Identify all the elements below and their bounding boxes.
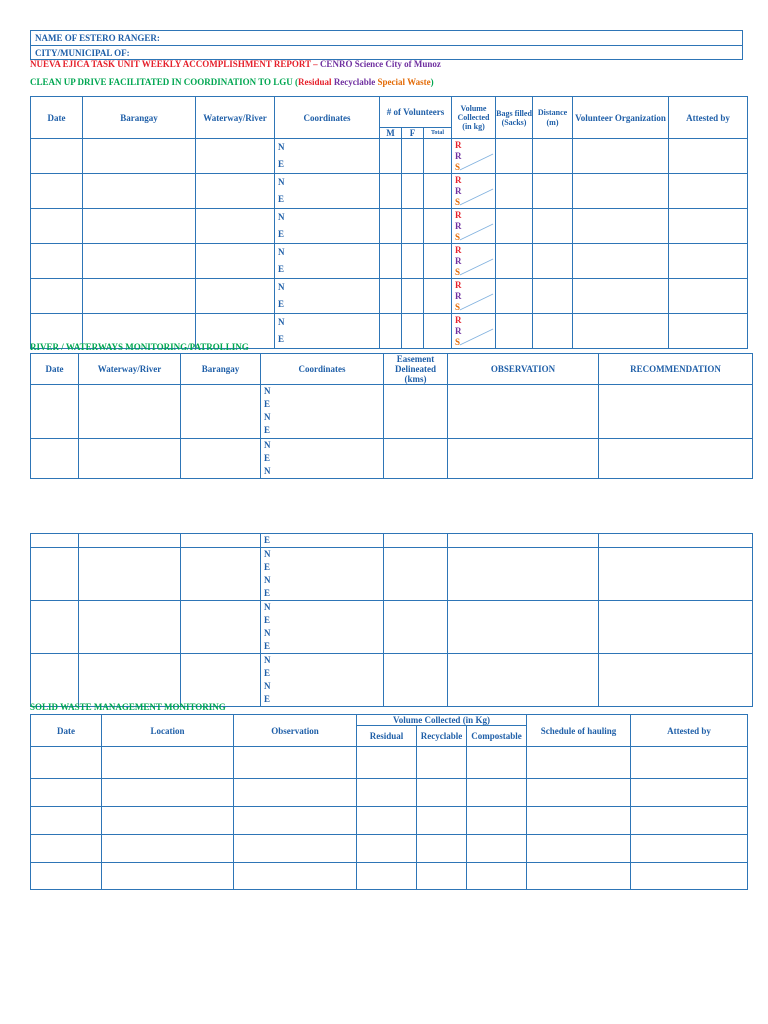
solid-title: SOLID WASTE MANAGEMENT MONITORING [30, 702, 226, 712]
residual-cell[interactable] [357, 863, 417, 890]
compostable-cell[interactable] [467, 807, 527, 835]
date-cell[interactable] [31, 807, 102, 835]
solid-col-date: Date [31, 715, 102, 747]
easement-cell[interactable] [384, 385, 448, 439]
location-cell[interactable] [102, 807, 234, 835]
coordinates-cell[interactable] [261, 654, 384, 707]
date-cell[interactable] [31, 601, 79, 654]
easement-cell[interactable] [384, 439, 448, 479]
attested-cell[interactable] [631, 807, 748, 835]
location-cell[interactable] [102, 779, 234, 807]
observation-cell[interactable] [234, 779, 357, 807]
coordinate-label: E [264, 562, 271, 572]
recommendation-cell[interactable] [599, 654, 753, 707]
date-cell[interactable] [31, 548, 79, 601]
river-title: RIVER / WATERWAYS MONITORING/PATROLLING [30, 342, 249, 352]
organization-cell[interactable] [573, 209, 669, 244]
special-waste-label: S [455, 336, 461, 347]
recyclable-label: R [455, 255, 462, 266]
observation-cell[interactable] [234, 747, 357, 779]
cleanup-row [31, 279, 748, 314]
special-waste-label: S [455, 301, 461, 312]
barangay-cell[interactable] [83, 244, 196, 279]
residual-label: R [455, 244, 462, 255]
date-cell[interactable] [31, 139, 83, 174]
waterway-cell[interactable] [79, 654, 181, 707]
total-cell[interactable] [424, 139, 452, 174]
barangay-cell[interactable] [181, 601, 261, 654]
observation-cell[interactable] [448, 654, 599, 707]
distance-cell[interactable] [533, 209, 573, 244]
date-cell[interactable] [31, 439, 79, 479]
col-bags: Bags filled (Sacks) [496, 97, 533, 139]
attested-cell[interactable] [631, 835, 748, 863]
waterway-cell[interactable] [196, 279, 275, 314]
col-attested: Attested by [669, 97, 748, 139]
report-title: NUEVA EJICA TASK UNIT WEEKLY ACCOMPLISHMENT REPORT – CENRO Science City of Munoz [30, 59, 441, 69]
coordinate-label: E [278, 159, 285, 169]
coordinate-label: N [278, 317, 285, 327]
barangay-cell[interactable] [83, 279, 196, 314]
river-row [31, 439, 753, 479]
volume-cell[interactable] [452, 279, 496, 314]
ranger-name-field[interactable]: NAME OF ESTERO RANGER: [31, 31, 743, 46]
barangay-cell[interactable] [181, 654, 261, 707]
coordinate-label: N [264, 412, 271, 422]
coordinate-label: E [264, 535, 271, 545]
attested-cell[interactable] [669, 139, 748, 174]
waterway-cell[interactable] [196, 174, 275, 209]
waterway-cell[interactable] [79, 601, 181, 654]
coordinate-label: E [278, 299, 285, 309]
attested-cell[interactable] [669, 209, 748, 244]
male-cell[interactable] [380, 174, 402, 209]
solid-waste-row [31, 863, 748, 890]
observation-cell[interactable] [234, 863, 357, 890]
coordinate-label: E [278, 194, 285, 204]
solid-waste-row [31, 747, 748, 779]
col-volunteers: # of Volunteers [380, 97, 452, 128]
coordinates-cell[interactable] [261, 385, 384, 439]
male-cell[interactable] [380, 139, 402, 174]
attested-cell[interactable] [631, 747, 748, 779]
cleanup-row [31, 139, 748, 174]
compostable-cell[interactable] [467, 779, 527, 807]
coordinate-label: N [264, 386, 271, 396]
divider-line [460, 224, 493, 240]
solid-waste-row [31, 807, 748, 835]
male-cell[interactable] [380, 244, 402, 279]
solid-col-residual: Residual [357, 726, 417, 747]
diagonal-divider [452, 244, 495, 278]
diagonal-divider [452, 314, 495, 348]
organization-cell[interactable] [573, 244, 669, 279]
bags-cell[interactable] [496, 174, 533, 209]
divider-line [460, 259, 493, 275]
coordinate-label: N [264, 681, 271, 691]
recommendation-cell[interactable] [599, 439, 753, 479]
organization-cell[interactable] [573, 314, 669, 349]
distance-cell[interactable] [533, 279, 573, 314]
total-cell[interactable] [424, 174, 452, 209]
barangay-cell[interactable] [181, 439, 261, 479]
residual-cell[interactable] [357, 779, 417, 807]
easement-cell[interactable] [384, 548, 448, 601]
residual-cell[interactable] [357, 835, 417, 863]
solid-col-location: Location [102, 715, 234, 747]
date-cell[interactable] [31, 385, 79, 439]
solid-col-recyclable: Recyclable [417, 726, 467, 747]
coordinate-label: E [264, 615, 271, 625]
cleanup-table [30, 96, 748, 349]
location-cell[interactable] [102, 863, 234, 890]
observation-cell[interactable] [448, 439, 599, 479]
waterway-cell[interactable] [196, 139, 275, 174]
river-col-waterway: Waterway/River [79, 354, 181, 385]
schedule-cell[interactable] [527, 835, 631, 863]
bags-cell[interactable] [496, 139, 533, 174]
river-row [31, 385, 753, 439]
coordinate-label: N [278, 212, 285, 222]
divider-line [460, 154, 493, 170]
recommendation-cell[interactable] [599, 534, 753, 548]
recyclable-label: R [455, 325, 462, 336]
female-cell[interactable] [402, 244, 424, 279]
volume-cell[interactable] [452, 209, 496, 244]
date-cell[interactable] [31, 863, 102, 890]
solid-waste-row [31, 779, 748, 807]
river-row [31, 601, 753, 654]
barangay-cell[interactable] [181, 534, 261, 548]
female-cell[interactable] [402, 139, 424, 174]
coordinate-label: E [264, 641, 271, 651]
female-cell[interactable] [402, 209, 424, 244]
waterway-cell[interactable] [196, 209, 275, 244]
river-col-observation: OBSERVATION [448, 354, 599, 385]
coordinates-cell[interactable] [261, 601, 384, 654]
residual-label: R [455, 209, 462, 220]
observation-cell[interactable] [448, 385, 599, 439]
total-cell[interactable] [424, 209, 452, 244]
coordinate-label: E [264, 399, 271, 409]
bags-cell[interactable] [496, 244, 533, 279]
location-cell[interactable] [102, 835, 234, 863]
coordinate-label: E [264, 588, 271, 598]
observation-cell[interactable] [234, 835, 357, 863]
date-cell[interactable] [31, 534, 79, 548]
residual-label: R [455, 174, 462, 185]
header-box [30, 30, 743, 60]
coordinates-cell[interactable] [275, 244, 380, 279]
recyclable-cell[interactable] [417, 835, 467, 863]
distance-cell[interactable] [533, 139, 573, 174]
recyclable-cell[interactable] [417, 779, 467, 807]
col-barangay: Barangay [83, 97, 196, 139]
attested-cell[interactable] [669, 244, 748, 279]
compostable-cell[interactable] [467, 863, 527, 890]
cleanup-row [31, 174, 748, 209]
bags-cell[interactable] [496, 314, 533, 349]
special-waste-label: S [455, 266, 461, 277]
schedule-cell[interactable] [527, 863, 631, 890]
barangay-cell[interactable] [181, 548, 261, 601]
volume-cell[interactable] [452, 139, 496, 174]
coordinate-label: N [264, 628, 271, 638]
col-coordinates: Coordinates [275, 97, 380, 139]
coordinate-label: N [278, 247, 285, 257]
divider-line [460, 294, 493, 310]
recommendation-cell[interactable] [599, 601, 753, 654]
male-cell[interactable] [380, 314, 402, 349]
col-waterway: Waterway/River [196, 97, 275, 139]
col-volume: Volume Collected (in kg) [452, 97, 496, 139]
total-cell[interactable] [424, 314, 452, 349]
date-cell[interactable] [31, 279, 83, 314]
barangay-cell[interactable] [83, 209, 196, 244]
diagonal-divider [452, 139, 495, 173]
date-cell[interactable] [31, 209, 83, 244]
organization-cell[interactable] [573, 139, 669, 174]
river-row [31, 654, 753, 707]
coordinate-label: N [264, 655, 271, 665]
date-cell[interactable] [31, 835, 102, 863]
recyclable-cell[interactable] [417, 807, 467, 835]
recyclable-label: R [455, 290, 462, 301]
coordinates-cell[interactable] [261, 439, 384, 479]
col-date: Date [31, 97, 83, 139]
col-male: M [380, 128, 402, 139]
col-female: F [402, 128, 424, 139]
volume-cell[interactable] [452, 314, 496, 349]
divider-line [460, 189, 493, 205]
observation-cell[interactable] [448, 534, 599, 548]
attested-cell[interactable] [669, 314, 748, 349]
attested-cell[interactable] [669, 174, 748, 209]
river-col-recommendation: RECOMMENDATION [599, 354, 753, 385]
recyclable-label: R [455, 220, 462, 231]
location-cell[interactable] [102, 747, 234, 779]
volume-cell[interactable] [452, 244, 496, 279]
date-cell[interactable] [31, 654, 79, 707]
coordinate-label: N [264, 466, 271, 476]
river-col-easement: Easement Delineated (kms) [384, 354, 448, 385]
coordinate-label: N [264, 602, 271, 612]
organization-cell[interactable] [573, 279, 669, 314]
attested-cell[interactable] [631, 863, 748, 890]
recyclable-cell[interactable] [417, 863, 467, 890]
bags-cell[interactable] [496, 209, 533, 244]
solid-col-attested: Attested by [631, 715, 748, 747]
solid-col-compostable: Compostable [467, 726, 527, 747]
divider-line [460, 329, 493, 345]
recommendation-cell[interactable] [599, 548, 753, 601]
schedule-cell[interactable] [527, 747, 631, 779]
coordinate-label: E [278, 334, 285, 344]
coordinate-label: E [264, 425, 271, 435]
coordinate-label: E [264, 694, 271, 704]
residual-label: R [455, 314, 462, 325]
river-col-barangay: Barangay [181, 354, 261, 385]
bags-cell[interactable] [496, 279, 533, 314]
special-waste-label: S [455, 161, 461, 172]
distance-cell[interactable] [533, 314, 573, 349]
solid-waste-table [30, 714, 748, 890]
city-field[interactable]: CITY/MUNICIPAL OF: [31, 46, 743, 60]
recyclable-label: R [455, 150, 462, 161]
total-cell[interactable] [424, 244, 452, 279]
recyclable-cell[interactable] [417, 747, 467, 779]
solid-col-schedule: Schedule of hauling [527, 715, 631, 747]
female-cell[interactable] [402, 314, 424, 349]
river-row [31, 548, 753, 601]
attested-cell[interactable] [669, 279, 748, 314]
coordinates-cell[interactable] [261, 548, 384, 601]
residual-cell[interactable] [357, 807, 417, 835]
schedule-cell[interactable] [527, 779, 631, 807]
barangay-cell[interactable] [83, 174, 196, 209]
coordinate-label: N [278, 142, 285, 152]
special-waste-label: S [455, 196, 461, 207]
residual-label: R [455, 279, 462, 290]
date-cell[interactable] [31, 244, 83, 279]
diagonal-divider [452, 209, 495, 243]
solid-col-observation: Observation [234, 715, 357, 747]
coordinates-cell[interactable] [275, 139, 380, 174]
cleanup-row [31, 209, 748, 244]
date-cell[interactable] [31, 174, 83, 209]
date-cell[interactable] [31, 779, 102, 807]
waterway-cell[interactable] [79, 534, 181, 548]
easement-cell[interactable] [384, 654, 448, 707]
female-cell[interactable] [402, 174, 424, 209]
coordinates-cell[interactable] [275, 174, 380, 209]
special-waste-label: S [455, 231, 461, 242]
compostable-cell[interactable] [467, 835, 527, 863]
diagonal-divider [452, 279, 495, 313]
easement-cell[interactable] [384, 534, 448, 548]
barangay-cell[interactable] [181, 385, 261, 439]
barangay-cell[interactable] [83, 139, 196, 174]
coordinate-label: E [264, 668, 271, 678]
observation-cell[interactable] [234, 807, 357, 835]
coordinate-label: N [264, 575, 271, 585]
organization-cell[interactable] [573, 174, 669, 209]
male-cell[interactable] [380, 209, 402, 244]
coordinate-label: N [278, 177, 285, 187]
residual-label: R [455, 139, 462, 150]
coordinate-label: N [278, 282, 285, 292]
recommendation-cell[interactable] [599, 385, 753, 439]
cleanup-title: CLEAN UP DRIVE FACILITATED IN COORDINATION TO LGU (Residual Recyclable Special Waste) [30, 77, 434, 87]
river-row [31, 534, 753, 548]
coordinates-cell[interactable] [261, 534, 384, 548]
solid-col-volume: Volume Collected (in Kg) [357, 715, 527, 726]
compostable-cell[interactable] [467, 747, 527, 779]
col-total: Total [424, 128, 452, 139]
male-cell[interactable] [380, 279, 402, 314]
observation-cell[interactable] [448, 601, 599, 654]
river-table-continued [30, 533, 753, 707]
river-col-date: Date [31, 354, 79, 385]
coordinates-cell[interactable] [275, 314, 380, 349]
schedule-cell[interactable] [527, 807, 631, 835]
distance-cell[interactable] [533, 244, 573, 279]
waterway-cell[interactable] [79, 439, 181, 479]
diagonal-divider [452, 174, 495, 208]
solid-waste-row [31, 835, 748, 863]
total-cell[interactable] [424, 279, 452, 314]
river-col-coordinates: Coordinates [261, 354, 384, 385]
easement-cell[interactable] [384, 601, 448, 654]
female-cell[interactable] [402, 279, 424, 314]
recyclable-label: R [455, 185, 462, 196]
coordinate-label: E [264, 453, 271, 463]
river-table [30, 353, 753, 479]
col-organization: Volunteer Organization [573, 97, 669, 139]
coordinate-label: E [278, 229, 285, 239]
waterway-cell[interactable] [79, 548, 181, 601]
coordinate-label: N [264, 440, 271, 450]
coordinate-label: N [264, 549, 271, 559]
distance-cell[interactable] [533, 174, 573, 209]
waterway-cell[interactable] [79, 385, 181, 439]
coordinates-cell[interactable] [275, 209, 380, 244]
date-cell[interactable] [31, 747, 102, 779]
volume-cell[interactable] [452, 174, 496, 209]
waterway-cell[interactable] [196, 244, 275, 279]
col-distance: Distance (m) [533, 97, 573, 139]
observation-cell[interactable] [448, 548, 599, 601]
residual-cell[interactable] [357, 747, 417, 779]
attested-cell[interactable] [631, 779, 748, 807]
coordinates-cell[interactable] [275, 279, 380, 314]
cleanup-row [31, 244, 748, 279]
coordinate-label: E [278, 264, 285, 274]
